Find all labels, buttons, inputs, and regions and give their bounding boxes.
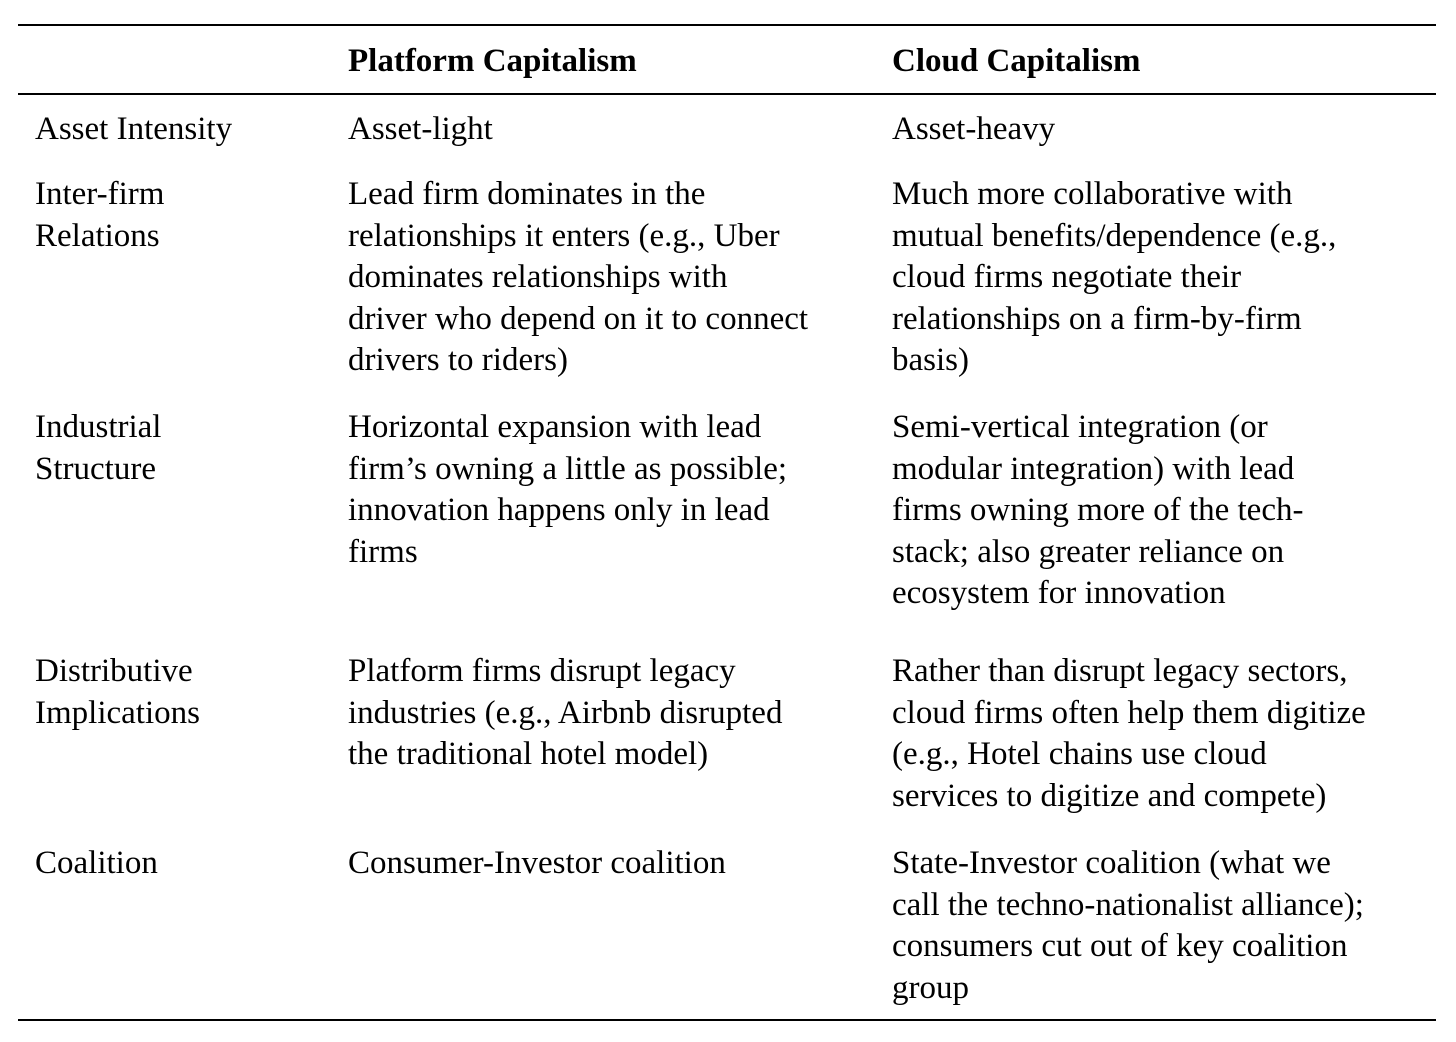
cell-line: the traditional hotel model)	[348, 736, 709, 772]
cell-line: firms	[348, 533, 418, 570]
cell-line: Semi-vertical integration (or	[892, 409, 1268, 445]
cell-line: modular integration) with lead	[892, 450, 1295, 487]
cell-line: driver who depend on it to connect	[348, 300, 809, 337]
row-label-line: Relations	[35, 217, 160, 254]
cell-line: basis)	[892, 342, 969, 378]
header-cloud-capitalism: Cloud Capitalism	[892, 43, 1141, 79]
row-label-distributive-implications	[35, 651, 200, 734]
table-bottom-rule	[18, 1019, 1436, 1021]
cell-line: cloud firms often help them digitize	[892, 694, 1366, 731]
cell-line: Asset-light	[348, 111, 493, 147]
cloud-cell-industrial-structure	[892, 407, 1303, 615]
cell-line: innovation happens only in lead	[348, 492, 770, 528]
header-platform-capitalism: Platform Capitalism	[348, 43, 637, 79]
cell-line: stack; also greater reliance on	[892, 533, 1285, 570]
cell-line: Platform firms disrupt legacy	[348, 653, 736, 689]
cell-line: Lead firm dominates in the	[348, 176, 706, 212]
cell-line: ecosystem for innovation	[892, 575, 1226, 611]
cell-line: Much more collaborative with	[892, 176, 1293, 212]
row-label-line: Industrial	[35, 409, 162, 445]
cell-line: relationships it enters (e.g., Uber	[348, 217, 780, 254]
cloud-cell-asset-intensity	[892, 109, 1055, 151]
cloud-cell-distributive-implications	[892, 651, 1366, 817]
cell-line: firm’s owning a little as possible;	[348, 450, 788, 487]
row-label-line: Coalition	[35, 845, 158, 881]
cell-line: dominates relationships with	[348, 259, 728, 295]
cloud-cell-coalition	[892, 843, 1364, 1009]
row-label-inter-firm-relations	[35, 174, 164, 257]
row-label-line: Asset Intensity	[35, 111, 233, 147]
cell-line: services to digitize and compete)	[892, 777, 1327, 814]
row-label-line: Implications	[35, 694, 200, 731]
cell-line: relationships on a firm-by-firm	[892, 300, 1302, 337]
row-label-line: Inter-firm	[35, 176, 165, 212]
cell-line: Asset-heavy	[892, 111, 1056, 147]
cell-line: group	[892, 969, 969, 1006]
cell-line: call the techno-nationalist alliance);	[892, 886, 1364, 923]
row-label-coalition	[35, 843, 158, 885]
platform-cell-inter-firm-relations	[348, 174, 808, 382]
cell-line: mutual benefits/dependence (e.g.,	[892, 217, 1337, 254]
platform-cell-distributive-implications	[348, 651, 782, 776]
cell-line: Rather than disrupt legacy sectors,	[892, 653, 1348, 689]
table-top-rule	[18, 24, 1436, 26]
cell-line: Horizontal expansion with lead	[348, 409, 762, 445]
platform-cell-asset-intensity	[348, 109, 493, 151]
platform-cell-industrial-structure	[348, 407, 787, 573]
cell-line: industries (e.g., Airbnb disrupted	[348, 694, 783, 731]
row-label-line: Structure	[35, 450, 156, 487]
table-header-rule	[18, 93, 1436, 95]
cell-line: (e.g., Hotel chains use cloud	[892, 736, 1267, 772]
cell-line: firms owning more of the tech-	[892, 492, 1304, 528]
cell-line: drivers to riders)	[348, 342, 568, 378]
row-label-line: Distributive	[35, 653, 193, 689]
cell-line: consumers cut out of key coalition	[892, 928, 1348, 964]
row-label-industrial-structure	[35, 407, 161, 490]
cell-line: State-Investor coalition (what we	[892, 845, 1331, 881]
cell-line: Consumer-Investor coalition	[348, 845, 726, 881]
cloud-cell-inter-firm-relations	[892, 174, 1336, 382]
cell-line: cloud firms negotiate their	[892, 259, 1242, 295]
platform-cell-coalition	[348, 843, 726, 885]
row-label-asset-intensity	[35, 109, 232, 151]
